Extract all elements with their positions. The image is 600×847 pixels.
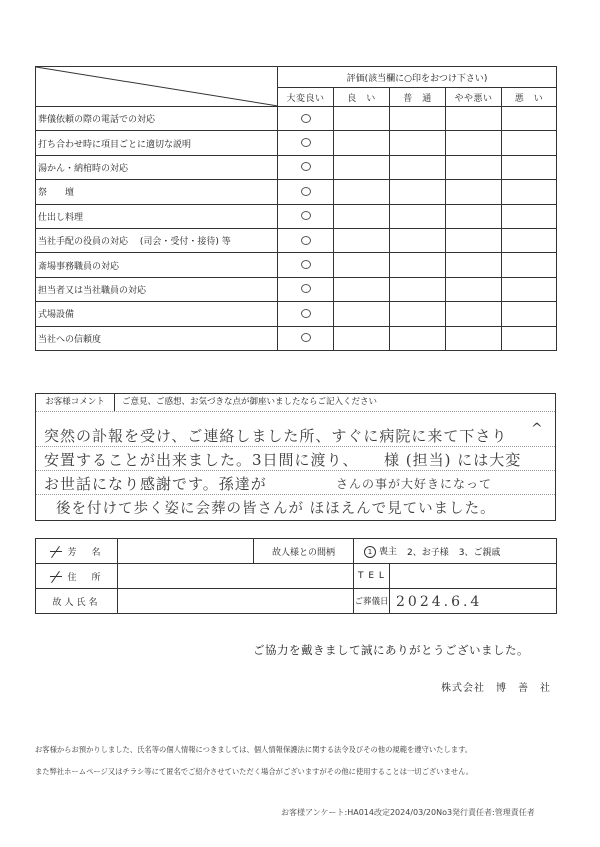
rating-cell[interactable] <box>278 180 334 204</box>
relation-option-2[interactable]: 2、お子様 <box>407 547 449 558</box>
rating-cell[interactable] <box>390 180 446 204</box>
rating-cell[interactable] <box>446 277 502 301</box>
handwritten-line-3b: さんの事が大好きになって <box>336 477 493 491</box>
address-label-cell <box>36 564 118 589</box>
rating-cell[interactable] <box>502 131 557 155</box>
header-blank-cell <box>36 67 278 107</box>
selected-circle-mark <box>301 260 311 269</box>
rating-cell[interactable] <box>390 131 446 155</box>
company-name: 株式会社 博 善 社 <box>441 683 551 694</box>
address-value[interactable] <box>118 564 354 589</box>
column-header: 悪 い <box>502 88 557 107</box>
selected-circle-mark <box>301 211 311 220</box>
info-row-address <box>36 564 557 589</box>
deceased-label: 故人氏名 <box>36 589 118 614</box>
comment-header <box>36 394 555 411</box>
funeral-date-cell[interactable] <box>390 589 557 614</box>
rating-cell[interactable] <box>446 107 502 131</box>
rating-cell[interactable] <box>502 107 557 131</box>
relation-option-3[interactable]: 3、ご親戚 <box>458 547 501 558</box>
relation-selected-mark: 1 <box>364 546 376 558</box>
rating-row <box>36 228 557 252</box>
rating-cell[interactable] <box>446 253 502 277</box>
funeral-date-label: ご葬儀日 <box>354 589 390 614</box>
form-footer: お客様アンケート:HA014改定2024/03/20No3発行責任者:管理責任者 <box>281 808 535 817</box>
selected-circle-mark <box>301 138 311 147</box>
selected-circle-mark <box>301 162 311 171</box>
rating-cell[interactable] <box>278 302 334 326</box>
rating-cell[interactable] <box>502 204 557 228</box>
rating-row <box>36 302 557 326</box>
relation-option-1[interactable]: 1 喪主 <box>364 544 397 558</box>
rating-cell[interactable] <box>278 155 334 179</box>
comment-box <box>35 393 556 521</box>
handwritten-line-2: 安置することが出来ました。3日間に渡り、 <box>44 451 359 469</box>
info-row-name <box>36 539 557 564</box>
selected-circle-mark <box>301 309 311 318</box>
comment-label: お客様コメント <box>36 394 115 411</box>
rating-item-label: 湯かん・納棺時の対応 <box>36 155 278 179</box>
comment-rule <box>36 494 555 495</box>
rating-cell[interactable] <box>390 107 446 131</box>
rating-cell[interactable] <box>278 107 334 131</box>
rating-cell[interactable] <box>390 204 446 228</box>
thanks-message: ご協力を戴きまして誠にありがとうございました。 <box>253 643 529 657</box>
rating-row <box>36 253 557 277</box>
rating-cell[interactable] <box>278 326 334 350</box>
rating-cell[interactable] <box>502 228 557 252</box>
rating-row <box>36 277 557 301</box>
rating-cell[interactable] <box>502 155 557 179</box>
privacy-notice-1: お客様からお預かりしました、氏名等の個人情報につきましては、個人情報保護法に関する法令及びその他の規範を遵守いたします。 <box>35 745 473 754</box>
column-header: 普 通 <box>390 88 446 107</box>
name-label: 芳 名 <box>67 547 104 558</box>
rating-cell[interactable] <box>334 302 390 326</box>
rating-cell[interactable] <box>390 228 446 252</box>
strike-mark <box>49 547 63 557</box>
comment-rule <box>36 446 555 447</box>
diagonal-line <box>36 67 278 106</box>
rating-item-label: 当社手配の役員の対応 (司会・受付・接待) 等 <box>36 228 278 252</box>
rating-cell[interactable] <box>334 131 390 155</box>
comment-divider <box>36 411 555 412</box>
relation-options-cell <box>354 539 557 564</box>
tel-value[interactable] <box>390 564 557 589</box>
address-label: 住 所 <box>67 572 104 583</box>
rating-cell[interactable] <box>390 302 446 326</box>
rating-cell[interactable] <box>502 277 557 301</box>
rating-cell[interactable] <box>446 131 502 155</box>
column-header: やや悪い <box>446 88 502 107</box>
rating-cell[interactable] <box>334 204 390 228</box>
rating-cell[interactable] <box>446 204 502 228</box>
relation-options <box>354 544 556 558</box>
rating-item-label: 祭 壇 <box>36 180 278 204</box>
rating-cell[interactable] <box>502 302 557 326</box>
rating-cell[interactable] <box>446 302 502 326</box>
column-header: 良 い <box>334 88 390 107</box>
funeral-date-value: 2024.6.4 <box>396 594 483 610</box>
selected-circle-mark <box>301 187 311 196</box>
rating-item-label: 打ち合わせ時に項目ごとに適切な説明 <box>36 131 278 155</box>
tel-label: T E L <box>354 564 390 589</box>
relation-label: 故人様との間柄 <box>254 539 354 564</box>
rating-cell[interactable] <box>334 253 390 277</box>
rating-item-label: 仕出し料理 <box>36 204 278 228</box>
rating-item-label: 式場設備 <box>36 302 278 326</box>
selected-circle-mark <box>301 114 311 123</box>
caret-mark: ^ <box>531 421 544 437</box>
rating-cell[interactable] <box>502 253 557 277</box>
name-value[interactable] <box>118 539 254 564</box>
rating-table <box>35 66 557 351</box>
rating-row <box>36 326 557 350</box>
rating-row <box>36 107 557 131</box>
rating-cell[interactable] <box>278 253 334 277</box>
name-label-cell <box>36 539 118 564</box>
selected-circle-mark <box>301 333 311 342</box>
rating-cell[interactable] <box>502 326 557 350</box>
privacy-notice-2: また弊社ホームページ又はチラシ等にて匿名でご紹介させていただく場合がございますがその他に使用することは一切ございません。 <box>35 767 474 776</box>
rating-cell[interactable] <box>390 155 446 179</box>
rating-cell[interactable] <box>334 180 390 204</box>
comment-rule <box>36 470 555 471</box>
rating-cell[interactable] <box>390 253 446 277</box>
rating-cell[interactable] <box>334 326 390 350</box>
rating-cell[interactable] <box>334 228 390 252</box>
rating-cell[interactable] <box>334 107 390 131</box>
rating-cell[interactable] <box>502 180 557 204</box>
rating-cell[interactable] <box>390 326 446 350</box>
strike-mark <box>49 572 63 582</box>
selected-circle-mark <box>301 284 311 293</box>
rating-cell[interactable] <box>278 228 334 252</box>
deceased-value[interactable] <box>118 589 354 614</box>
rating-cell[interactable] <box>390 277 446 301</box>
evaluation-title: 評価(該当欄に○印をおつけ下さい) <box>278 67 557 88</box>
rating-cell[interactable] <box>278 131 334 155</box>
selected-circle-mark <box>301 236 311 245</box>
rating-cell[interactable] <box>278 277 334 301</box>
handwritten-line-4: 後を付けて歩く姿に会葬の皆さんが ほほえんで見ていました。 <box>56 501 496 517</box>
handwritten-line-1: 突然の訃報を受け、ご連絡しました所、すぐに病院に来て下さり <box>44 427 508 445</box>
rating-item-label: 斎場事務職員の対応 <box>36 253 278 277</box>
rating-item-label: 当社への信頼度 <box>36 326 278 350</box>
rating-row <box>36 155 557 179</box>
column-header: 大変良い <box>278 88 334 107</box>
rating-item-label: 担当者又は当社職員の対応 <box>36 277 278 301</box>
rating-row <box>36 180 557 204</box>
rating-cell[interactable] <box>278 204 334 228</box>
rating-row <box>36 131 557 155</box>
rating-row <box>36 204 557 228</box>
rating-cell[interactable] <box>446 228 502 252</box>
rating-cell[interactable] <box>446 155 502 179</box>
handwritten-line-3: お世話になり感謝です。孫達が <box>44 475 267 493</box>
rating-item-label: 葬儀依頼の際の電話での対応 <box>36 107 278 131</box>
handwritten-line-2b: 様 (担当) には大変 <box>384 451 522 469</box>
rating-cell[interactable] <box>334 277 390 301</box>
rating-cell[interactable] <box>334 155 390 179</box>
info-table <box>35 538 557 614</box>
comment-prompt: ご意見、ご感想、お気づきな点が御座いましたならご記入ください <box>122 397 378 407</box>
info-row-deceased <box>36 589 557 614</box>
rating-cell[interactable] <box>446 326 502 350</box>
rating-cell[interactable] <box>446 180 502 204</box>
